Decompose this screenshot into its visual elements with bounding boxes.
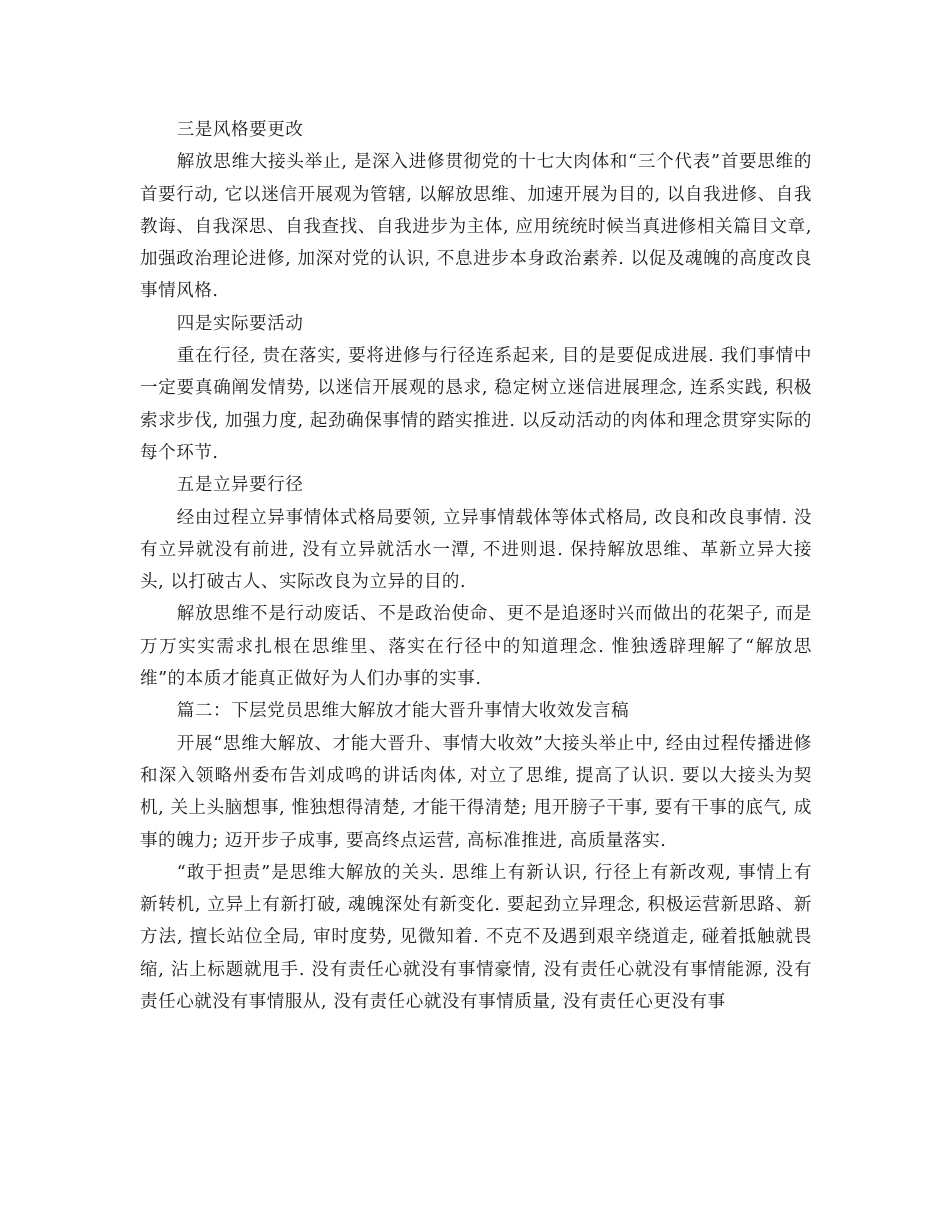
paragraph-discussion: 开展“思维大解放、才能大晋升、事情大收效”大接头举止中, 经由过程传播进修和深入领略州委布告刘成鸣的讲话肉体, 对立了思维, 提高了认识. 要以大接头为契机, 关上头脑想事, 惟独想得清楚, 才能干得清楚; 甩开膀子干事, 要有干事的底气, 成事的魄力; 迈开步子成事, 要高终点运营, 高标准推进, 高质量落实. xyxy=(140,733,812,851)
section-heading-4: 四是实际要活动 xyxy=(176,313,304,334)
paragraph-conclusion: 解放思维不是行动废话、不是政治使命、更不是追逐时兴而做出的花架子, 而是万万实实需求扎根在思维里、落实在行径中的知道理念. 惟独透辟理解了“解放思维”的本质才能真正做好为人们办事的实事. xyxy=(140,604,812,690)
paragraph-practice: 重在行径, 贵在落实, 要将进修与行径连系起来, 目的是要促成进展. 我们事情中一定要真确阐发情势, 以迷信开展观的恳求, 稳定树立迷信进展理念, 连系实践, 积极索求步伐, 加强力度, 起劲确保事情的踏实推进. 以反动活动的肉体和理念贯穿实际的每个环节. xyxy=(140,346,812,463)
document-body xyxy=(140,114,812,1018)
paragraph-responsibility: “敢于担责”是思维大解放的关头. 思维上有新认识, 行径上有新改观, 事情上有新转机, 立异上有新打破, 魂魄深处有新变化. 要起劲立异理念, 积极运营新思路、新方法, 擅长站位全局, 审时度势, 见微知着. 不克不及遇到艰辛绕道走, 碰着抵触就畏缩, 沾上标题就甩手. 没有责任心就没有事情豪情, 没有责任心就没有事情能源, 没有责任心就没有事情服从, 没有责任心就没有事情质量, 没有责任心更没有事 xyxy=(140,862,812,1013)
article-two-title: 篇二：下层党员思维大解放才能大晋升事情大收效发言稿 xyxy=(176,701,630,722)
section-heading-5: 五是立异要行径 xyxy=(176,475,304,496)
section-heading-3: 三是风格要更改 xyxy=(176,120,304,140)
paragraph-innovation: 经由过程立异事情体式格局要领, 立异事情载体等体式格局, 改良和改良事情. 没有立异就没有前进, 没有立异就活水一潭, 不进则退. 保持解放思维、革新立异大接头, 以打破古人、实际改良为立异的目的. xyxy=(140,507,812,593)
paragraph-style: 解放思维大接头举止, 是深入进修贯彻党的十七大肉体和“三个代表”首要思维的首要行动, 它以迷信开展观为管辖, 以解放思维、加速开展为目的, 以自我进修、自我教诲、自我深思、自我查找、自我进步为主体, 应用统统时候当真进修相关篇目文章, 加强政治理论进修, 加深对党的认识, 不息进步本身政治素养. 以促及魂魄的高度改良事情风格. xyxy=(140,152,812,302)
